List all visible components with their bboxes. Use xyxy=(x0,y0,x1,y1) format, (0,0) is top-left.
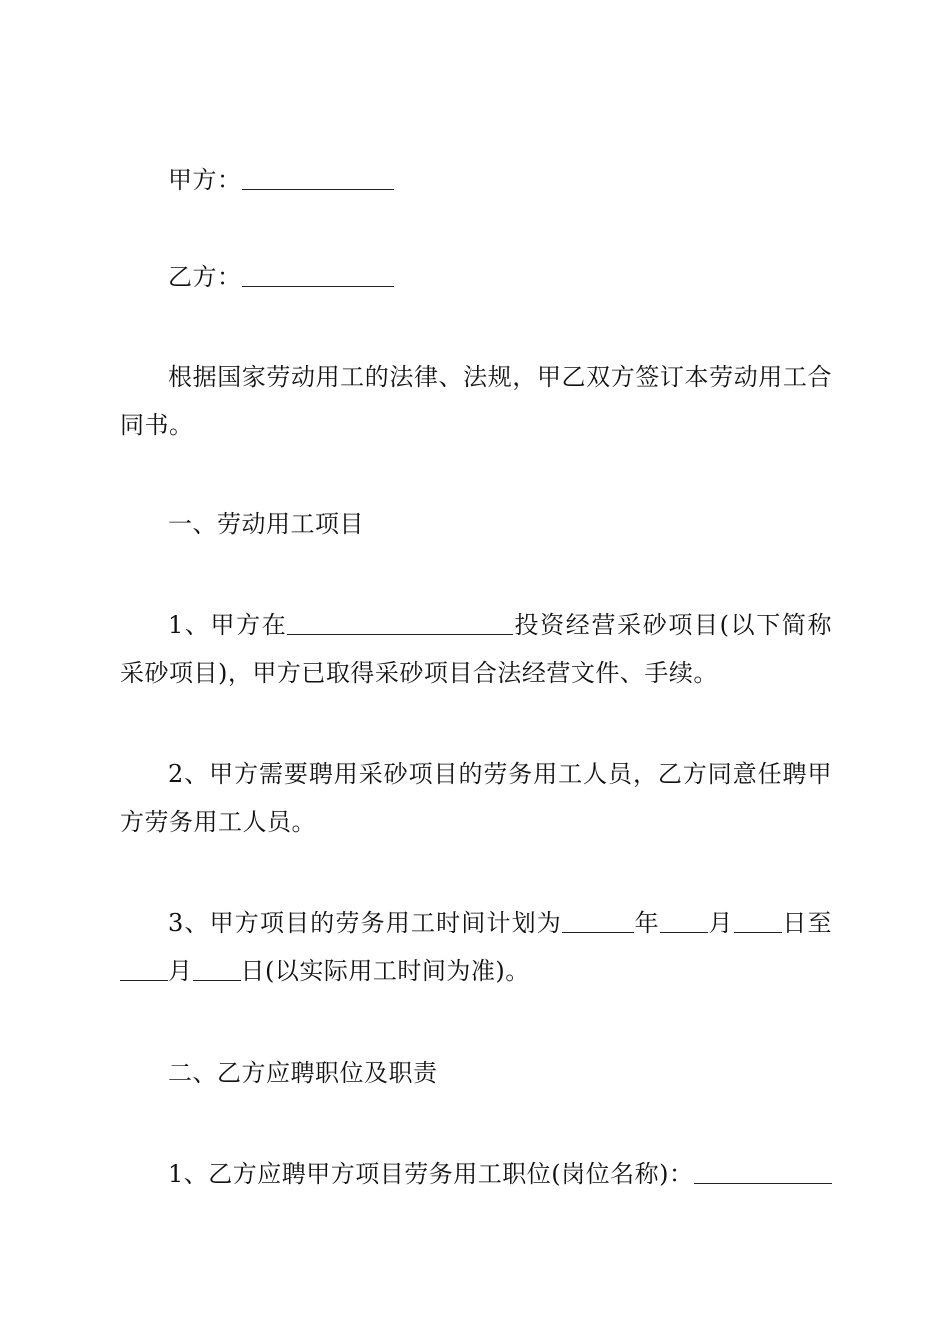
location-blank xyxy=(287,608,513,635)
day-blank xyxy=(734,906,782,933)
year-label: 年 xyxy=(633,909,660,937)
section1-item1-after: 投资经营采砂项目(以下简称采砂项目)，甲方已取得采砂项目合法经营文件、手续。 xyxy=(120,611,832,687)
section1-item3 xyxy=(120,899,832,995)
intro-paragraph: 根据国家劳动用工的法律、法规，甲乙双方签订本劳动用工合同书。 xyxy=(120,363,832,439)
month-blank xyxy=(660,906,708,933)
year-blank xyxy=(562,906,634,933)
party-b-line xyxy=(120,253,832,301)
end-month-blank xyxy=(120,954,168,981)
month-label: 月 xyxy=(707,909,734,937)
party-a-line xyxy=(120,156,832,204)
section1-item3-tail: 日(以实际用工时间为准)。 xyxy=(240,957,530,985)
section2-item1 xyxy=(120,1150,832,1198)
section1-item1 xyxy=(120,601,832,697)
position-blank xyxy=(694,1157,832,1184)
section1-item3-before: 3、甲方项目的劳务用工时间计划为 xyxy=(168,909,562,937)
section2-item1-before: 1、乙方应聘甲方项目劳务用工职位(岗位名称)： xyxy=(168,1160,694,1188)
section1-item1-before: 1、甲方在 xyxy=(168,611,288,639)
party-a-blank xyxy=(242,163,394,190)
party-a-label: 甲方： xyxy=(168,166,242,194)
end-day-blank xyxy=(193,954,241,981)
section1-item2: 2、甲方需要聘用采砂项目的劳务用工人员，乙方同意任聘甲方劳务用工人员。 xyxy=(120,760,832,836)
party-b-label: 乙方： xyxy=(168,263,242,291)
month2-label: 月 xyxy=(168,957,193,985)
day-to-label: 日至 xyxy=(781,909,833,937)
section2-heading: 二、乙方应聘职位及职责 xyxy=(168,1059,438,1087)
party-b-blank xyxy=(242,260,394,287)
section1-heading: 一、劳动用工项目 xyxy=(168,510,364,538)
